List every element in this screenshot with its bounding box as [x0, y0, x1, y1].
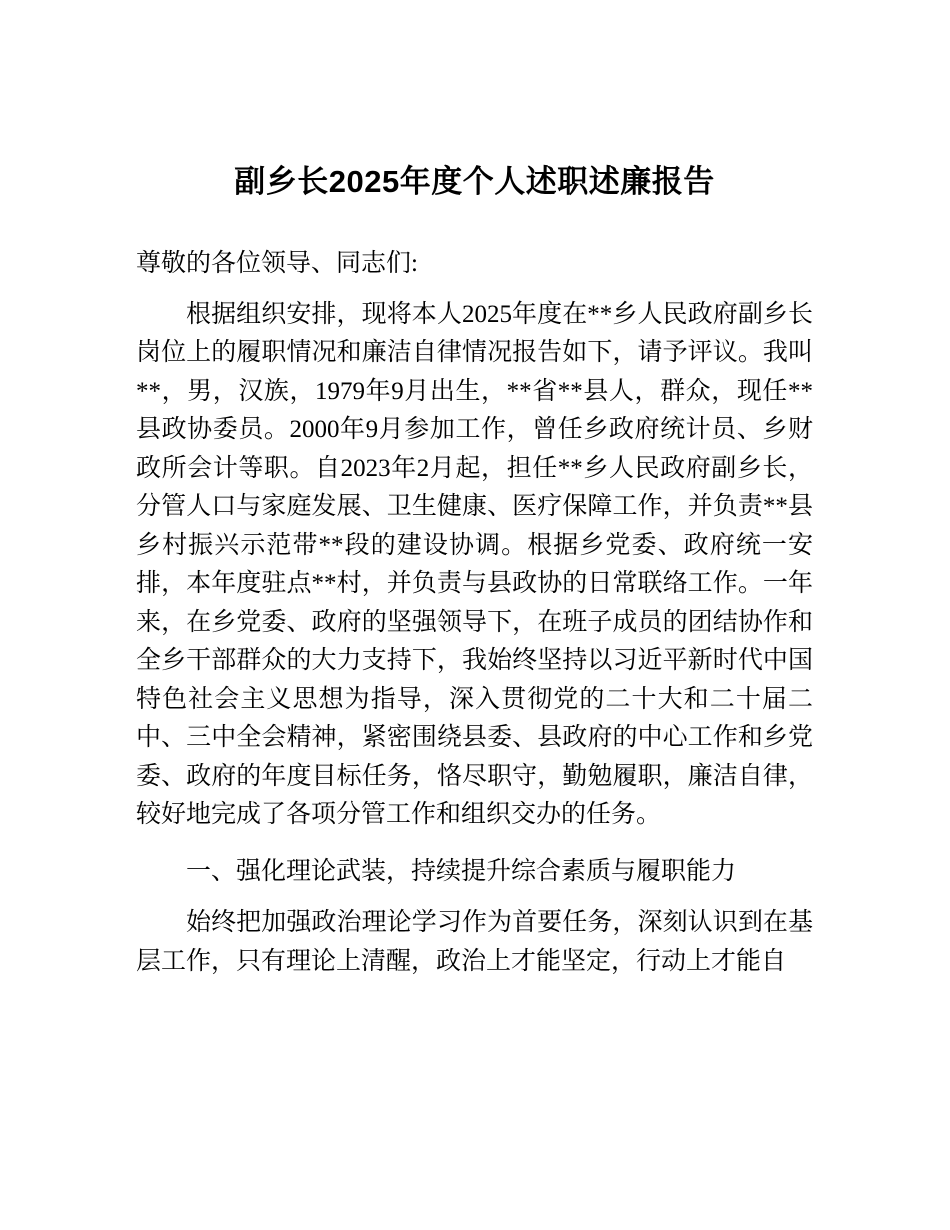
document-body — [136, 0, 813, 981]
section-heading-one: 一、强化理论武装，持续提升综合素质与履职能力 — [186, 856, 737, 885]
salutation-line: 尊敬的各位领导、同志们: — [136, 250, 418, 277]
page-title: 副乡长2025年度个人述职述廉报告 — [234, 164, 715, 199]
paragraph-intro: 根据组织安排，现将本人2025年度在**乡人民政府副乡长岗位上的履职情况和廉洁自律情况报告如下，请予评议。我叫**，男，汉族，1979年9月出生，**省**县人，群众，现任**县政协委员。2000年9月参加工作，曾任乡政府统计员、乡财政所会计等职。自2023年2月起，担任**乡人民政府副乡长，分管人口与家庭发展、卫生健康、医疗保障工作，并负责**县乡村振兴示范带**段的建设协调。根据乡党委、政府统一安排，本年度驻点**村，并负责与县政协的日常联络工作。一年来，在乡党委、政府的坚强领导下，在班子成员的团结协作和全乡干部群众的大力支持下，我始终坚持以习近平新时代中国特色社会主义思想为指导，深入贯彻党的二十大和二十届二中、三中全会精神，紧密围绕县委、县政府的中心工作和乡党委、政府的年度目标任务，恪尽职守，勤勉履职，廉洁自律，较好地完成了各项分管工作和组织交办的任务。 — [136, 300, 813, 828]
paragraph-section-one-body: 始终把加强政治理论学习作为首要任务，深刻认识到在基层工作，只有理论上清醒，政治上才能坚定，行动上才能自 — [136, 909, 813, 975]
